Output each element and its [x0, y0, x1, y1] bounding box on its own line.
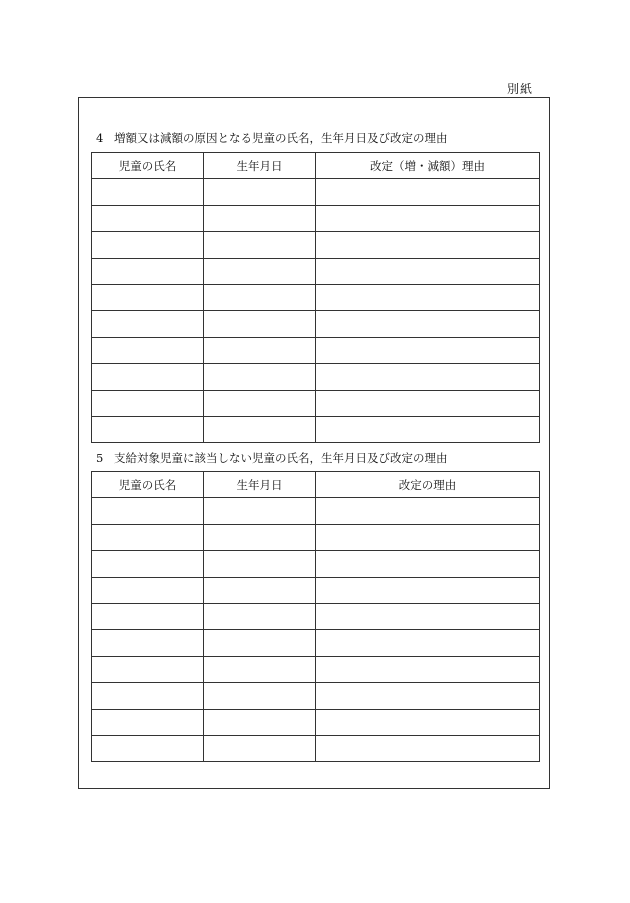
- section4-reason-cell[interactable]: [316, 205, 540, 231]
- section5-reason-cell[interactable]: [316, 735, 540, 761]
- section4-birthdate-cell[interactable]: [204, 179, 316, 205]
- section4-child-name-cell[interactable]: [92, 337, 204, 363]
- section4-birthdate-cell[interactable]: [204, 205, 316, 231]
- section4-row: [92, 179, 540, 205]
- section5-reason-cell[interactable]: [316, 683, 540, 709]
- section5-birthdate-cell[interactable]: [204, 735, 316, 761]
- section4-reason-cell[interactable]: [316, 364, 540, 390]
- section5-child-name-cell[interactable]: [92, 603, 204, 629]
- section4-child-name-cell[interactable]: [92, 179, 204, 205]
- section5-title: 支給対象児童に該当しない児童の氏名，生年月日及び改定の理由: [114, 451, 448, 465]
- section4-header-reason: 改定（増・減額）理由: [316, 153, 540, 179]
- section5-reason-cell[interactable]: [316, 603, 540, 629]
- section4-child-name-cell[interactable]: [92, 416, 204, 442]
- section4-reason-cell[interactable]: [316, 284, 540, 310]
- section4-reason-cell[interactable]: [316, 179, 540, 205]
- section4-header-row: [92, 153, 540, 179]
- section5-reason-cell[interactable]: [316, 630, 540, 656]
- section4-child-name-cell[interactable]: [92, 284, 204, 310]
- section5-row: [92, 603, 540, 629]
- section4-birthdate-cell[interactable]: [204, 390, 316, 416]
- section4-birthdate-cell[interactable]: [204, 232, 316, 258]
- section5-child-name-cell[interactable]: [92, 524, 204, 550]
- section4-birthdate-cell[interactable]: [204, 284, 316, 310]
- section5-birthdate-cell[interactable]: [204, 683, 316, 709]
- section5-reason-cell[interactable]: [316, 524, 540, 550]
- section5-row: [92, 551, 540, 577]
- section4-row: [92, 390, 540, 416]
- section4-reason-cell[interactable]: [316, 311, 540, 337]
- section5-row: [92, 524, 540, 550]
- section5-reason-cell[interactable]: [316, 577, 540, 603]
- section5-reason-cell[interactable]: [316, 551, 540, 577]
- section4-heading: [96, 130, 448, 146]
- section5-row: [92, 630, 540, 656]
- section5-child-name-cell[interactable]: [92, 683, 204, 709]
- section4-reason-cell[interactable]: [316, 416, 540, 442]
- section4-row: [92, 416, 540, 442]
- section5-birthdate-cell[interactable]: [204, 524, 316, 550]
- section4-child-name-cell[interactable]: [92, 311, 204, 337]
- section4-birthdate-cell[interactable]: [204, 258, 316, 284]
- section5-child-name-cell[interactable]: [92, 735, 204, 761]
- section5-child-name-cell[interactable]: [92, 498, 204, 524]
- section4-reason-cell[interactable]: [316, 258, 540, 284]
- section5-table: [91, 471, 540, 762]
- section5-number: 5: [96, 451, 104, 465]
- section4-birthdate-cell[interactable]: [204, 311, 316, 337]
- section4-header-birthdate: 生年月日: [204, 153, 316, 179]
- section5-child-name-cell[interactable]: [92, 577, 204, 603]
- section5-child-name-cell[interactable]: [92, 630, 204, 656]
- section4-row: [92, 232, 540, 258]
- section4-table-body: [92, 179, 540, 443]
- section4-birthdate-cell[interactable]: [204, 337, 316, 363]
- section5-row: [92, 577, 540, 603]
- section5-heading: [96, 450, 448, 466]
- section4-child-name-cell[interactable]: [92, 364, 204, 390]
- section4-birthdate-cell[interactable]: [204, 364, 316, 390]
- section5-birthdate-cell[interactable]: [204, 630, 316, 656]
- section5-reason-cell[interactable]: [316, 656, 540, 682]
- section4-child-name-cell[interactable]: [92, 258, 204, 284]
- section5-birthdate-cell[interactable]: [204, 551, 316, 577]
- section5-header-reason: 改定の理由: [316, 472, 540, 498]
- section4-child-name-cell[interactable]: [92, 232, 204, 258]
- section5-birthdate-cell[interactable]: [204, 603, 316, 629]
- section5-header-child-name: 児童の氏名: [92, 472, 204, 498]
- section4-row: [92, 337, 540, 363]
- section4-row: [92, 311, 540, 337]
- section5-birthdate-cell[interactable]: [204, 498, 316, 524]
- annex-label: 別紙: [506, 82, 533, 96]
- section4-reason-cell[interactable]: [316, 390, 540, 416]
- section4-row: [92, 205, 540, 231]
- section5-birthdate-cell[interactable]: [204, 577, 316, 603]
- section5-birthdate-cell[interactable]: [204, 709, 316, 735]
- section4-number: 4: [96, 131, 104, 145]
- section4-row: [92, 258, 540, 284]
- section5-birthdate-cell[interactable]: [204, 656, 316, 682]
- section5-header-birthdate: 生年月日: [204, 472, 316, 498]
- section5-child-name-cell[interactable]: [92, 656, 204, 682]
- section4-birthdate-cell[interactable]: [204, 416, 316, 442]
- section4-header-child-name: 児童の氏名: [92, 153, 204, 179]
- section4-table: [91, 152, 540, 443]
- section4-row: [92, 364, 540, 390]
- section5-reason-cell[interactable]: [316, 709, 540, 735]
- section4-child-name-cell[interactable]: [92, 205, 204, 231]
- section5-reason-cell[interactable]: [316, 498, 540, 524]
- section4-title: 増額又は減額の原因となる児童の氏名，生年月日及び改定の理由: [114, 131, 448, 145]
- section4-row: [92, 284, 540, 310]
- section4-child-name-cell[interactable]: [92, 390, 204, 416]
- section5-row: [92, 683, 540, 709]
- section5-row: [92, 735, 540, 761]
- section5-table-body: [92, 498, 540, 762]
- section4-reason-cell[interactable]: [316, 232, 540, 258]
- section5-child-name-cell[interactable]: [92, 709, 204, 735]
- section5-child-name-cell[interactable]: [92, 551, 204, 577]
- section4-reason-cell[interactable]: [316, 337, 540, 363]
- section5-row: [92, 498, 540, 524]
- section5-row: [92, 709, 540, 735]
- section5-row: [92, 656, 540, 682]
- section5-header-row: [92, 472, 540, 498]
